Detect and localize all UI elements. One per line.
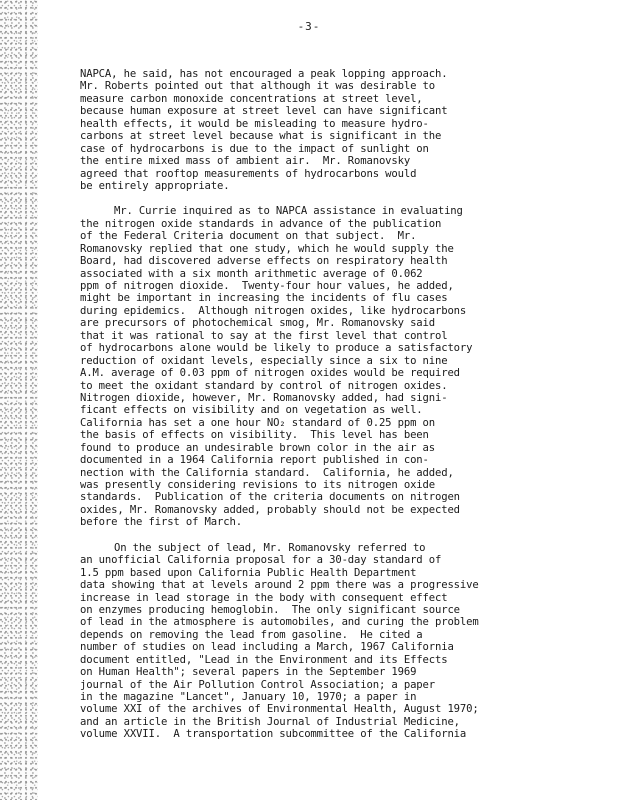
text-line: data showing that at levels around 2 ppm there was a progressive	[80, 579, 479, 592]
text-line: and an article in the British Journal of Industrial Medicine,	[80, 715, 460, 728]
text-line: volume XXI of the archives of Environmental Health, August 1970;	[80, 703, 479, 716]
text-line: be entirely appropriate.	[80, 179, 230, 192]
text-line: associated with a six month arithmetic average of 0.062	[80, 267, 423, 280]
paragraph	[80, 68, 532, 192]
text-line: are precursors of photochemical smog, Mr. Romanovsky said	[80, 317, 435, 330]
paragraph	[80, 542, 532, 741]
text-line: California has set a one hour NO₂ standard of 0.25 ppm on	[80, 416, 435, 429]
paragraph	[80, 205, 532, 528]
text-line: on Human Health"; several papers in the September 1969	[80, 666, 417, 679]
text-line: during epidemics. Although nitrogen oxides, like hydrocarbons	[80, 304, 467, 317]
text-line: NAPCA, he said, has not encouraged a peak lopping approach.	[80, 68, 448, 80]
page-number: -3-	[297, 20, 321, 33]
text-line: was presently considering revisions to its nitrogen oxide	[80, 479, 435, 491]
text-line: agreed that rooftop measurements of hydrocarbons would	[80, 167, 417, 180]
text-line: number of studies on lead including a March, 1967 California	[80, 641, 454, 654]
text-line: ficant effects on visibility and on vegetation as well.	[80, 404, 423, 417]
text-line: Board, had discovered adverse effects on respiratory health	[80, 255, 448, 268]
text-line: of hydrocarbons alone would be likely to produce a satisfactory	[80, 342, 473, 355]
text-line: the nitrogen oxide standards in advance of the publication	[80, 217, 442, 230]
text-line: health effects, it would be misleading to measure hydro-	[80, 117, 429, 130]
text-line: increase in lead storage in the body with consequent effect	[80, 591, 448, 604]
text-line: oxides, Mr. Romanovsky added, probably should not be expected	[80, 503, 460, 516]
text-line: 1.5 ppm based upon California Public Health Department	[80, 566, 417, 579]
text-line: might be important in increasing the incidents of flu cases	[80, 292, 448, 305]
text-line: on enzymes producing hemoglobin. The only significant source	[80, 603, 460, 616]
text-line: documented in a 1964 California report published in con-	[80, 454, 429, 467]
text-line: document entitled, "Lead in the Environment and its Effects	[80, 653, 448, 666]
text-line: the entire mixed mass of ambient air. Mr. Romanovsky	[80, 155, 411, 168]
text-line: case of hydrocarbons is due to the impact of sunlight on	[80, 142, 429, 155]
text-line: measure carbon monoxide concentrations at street level,	[80, 92, 423, 105]
text-line: in the magazine "Lancet", January 10, 1970; a paper in	[80, 691, 417, 703]
text-line: volume XXVII. A transportation subcommittee of the California	[80, 728, 467, 741]
text-line: carbons at street level because what is significant in the	[80, 130, 442, 143]
text-line: the basis of effects on visibility. This level has been	[80, 429, 429, 442]
text-line: A.M. average of 0.03 ppm of nitrogen oxides would be required	[80, 367, 460, 380]
text-line: to meet the oxidant standard by control of nitrogen oxides.	[80, 379, 448, 392]
document-body	[80, 68, 532, 741]
text-line: On the subject of lead, Mr. Romanovsky referred to	[114, 541, 426, 554]
text-line: reduction of oxidant levels, especially since a six to nine	[80, 354, 448, 367]
text-line: that it was rational to say at the first level that control	[80, 329, 448, 342]
text-line: of the Federal Criteria document on that subject. Mr.	[80, 230, 417, 243]
text-line: an unofficial California proposal for a 30-day standard of	[80, 554, 442, 567]
text-line: Mr. Roberts pointed out that although it was desirable to	[80, 80, 435, 93]
text-line: found to produce an undesirable brown color in the air as	[80, 441, 435, 454]
text-line: journal of the Air Pollution Control Association; a paper	[80, 678, 435, 691]
text-line: Mr. Currie inquired as to NAPCA assistance in evaluating	[114, 205, 463, 218]
text-line: before the first of March.	[80, 516, 242, 529]
text-line: ppm of nitrogen dioxide. Twenty-four hour values, he added,	[80, 280, 454, 292]
text-line: Romanovsky replied that one study, which he would supply the	[80, 242, 454, 255]
text-line: depends on removing the lead from gasoline. He cited a	[80, 628, 423, 641]
text-line: standards. Publication of the criteria documents on nitrogen	[80, 491, 460, 504]
text-line: because human exposure at street level can have significant	[80, 105, 448, 118]
text-line: Nitrogen dioxide, however, Mr. Romanovsky added, had signi-	[80, 391, 448, 404]
text-line: of lead in the atmosphere is automobiles, and curing the problem	[80, 616, 479, 629]
scan-edge-noise	[0, 0, 38, 800]
text-line: nection with the California standard. California, he added,	[80, 466, 454, 479]
